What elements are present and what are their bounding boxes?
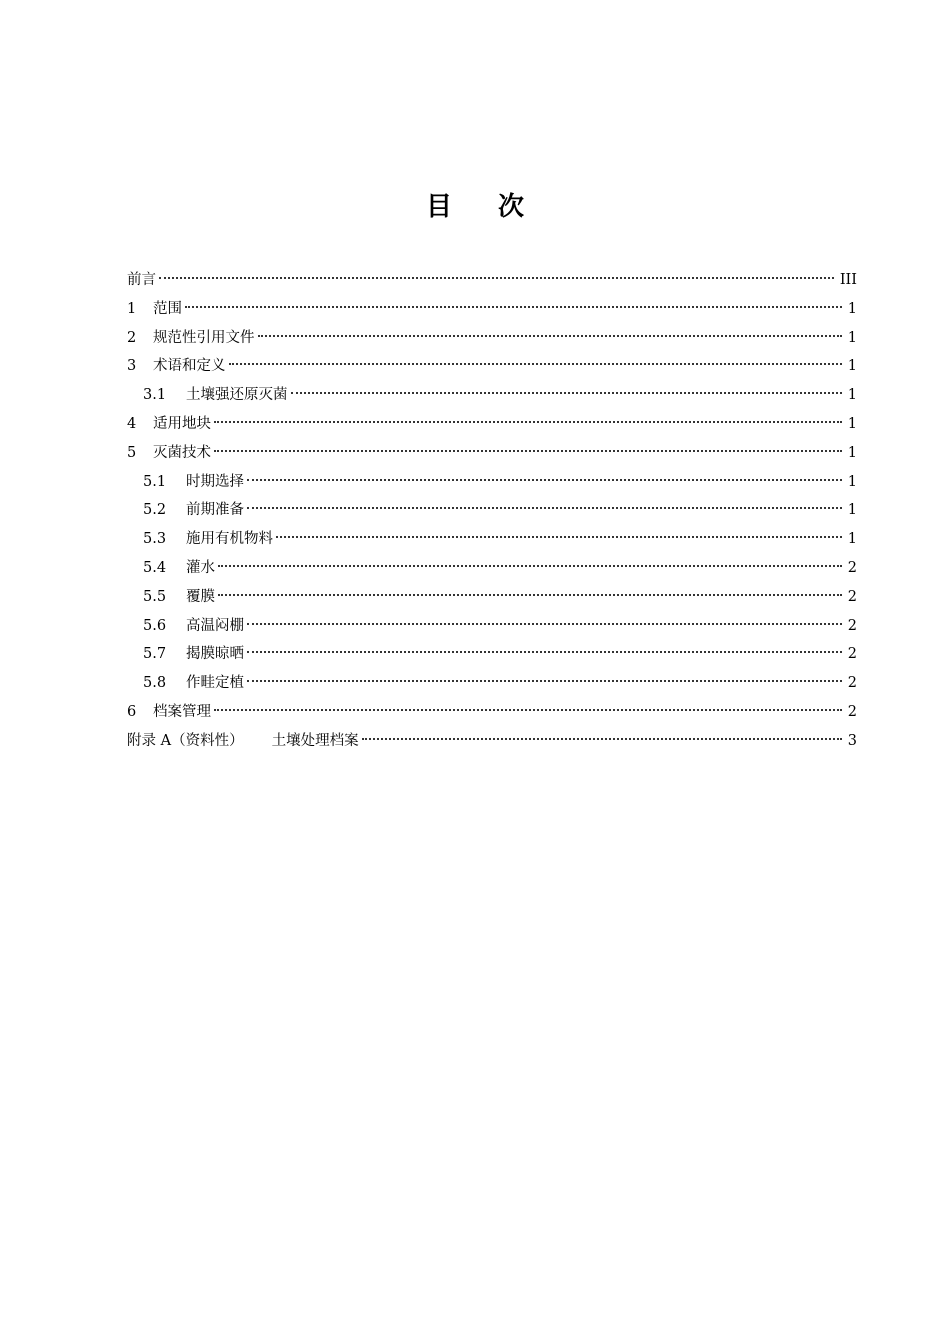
toc-number: 6	[127, 703, 137, 720]
toc-number: 3.1	[143, 387, 167, 404]
toc-label: 适用地块	[153, 415, 211, 432]
toc-label: 揭膜晾晒	[186, 646, 244, 663]
toc-page-number: 2	[847, 646, 857, 663]
dot-leader	[291, 392, 842, 394]
toc-page-number: 1	[847, 300, 857, 317]
toc-label: 作畦定植	[186, 675, 244, 692]
toc-number: 5.1	[143, 473, 167, 490]
toc-entry-5-3[interactable]	[127, 525, 857, 554]
page-title	[0, 186, 950, 223]
dot-leader	[218, 565, 842, 567]
toc-entry-5-6[interactable]	[127, 612, 857, 641]
toc-page-number: 1	[847, 387, 857, 404]
toc-page-number: 1	[847, 473, 857, 490]
toc-entry-5-7[interactable]	[127, 640, 857, 669]
toc-number: 2	[127, 329, 137, 346]
toc-label: 土壤处理档案	[271, 732, 359, 749]
toc-number: 5.5	[143, 588, 167, 605]
toc-label: 范围	[153, 300, 182, 317]
toc-page-number: 1	[847, 358, 857, 375]
toc-label: 灭菌技术	[153, 444, 211, 461]
dot-leader	[159, 277, 834, 279]
toc-page-number: 1	[847, 415, 857, 432]
toc-label: 前期准备	[186, 502, 244, 519]
toc-page-number: 2	[847, 703, 857, 720]
toc-entry-5-4[interactable]	[127, 554, 857, 583]
toc-page-number: 1	[847, 444, 857, 461]
toc-label: 高温闷棚	[186, 617, 244, 634]
toc-number: 5.2	[143, 502, 167, 519]
toc-entry-4[interactable]	[127, 410, 857, 439]
dot-leader	[214, 709, 842, 711]
toc-number: 5.6	[143, 617, 167, 634]
toc-page-number: 2	[847, 588, 857, 605]
toc-page-number: III	[839, 272, 857, 288]
title-char-1: 目	[425, 192, 452, 222]
dot-leader	[214, 421, 842, 423]
toc-number: 1	[127, 300, 137, 317]
toc-entry-5-1[interactable]	[127, 468, 857, 497]
toc-entry-5[interactable]	[127, 439, 857, 468]
toc-label: 前言	[127, 272, 156, 288]
dot-leader	[214, 450, 842, 452]
toc-entry-1[interactable]	[127, 295, 857, 324]
toc-page-number: 2	[847, 675, 857, 692]
toc-label: 灌水	[186, 559, 215, 576]
toc-entry-preface[interactable]	[127, 266, 857, 295]
toc-number: 5.8	[143, 675, 167, 692]
toc-label: 规范性引用文件	[153, 329, 255, 346]
toc-entry-5-5[interactable]	[127, 583, 857, 612]
dot-leader	[258, 335, 842, 337]
toc-entry-2[interactable]	[127, 324, 857, 353]
dot-leader	[218, 594, 842, 596]
dot-leader	[247, 623, 842, 625]
toc-number: 5.3	[143, 531, 167, 548]
toc-page-number: 1	[847, 531, 857, 548]
toc-appendix-prefix: 附录 A（资料性）	[127, 732, 244, 749]
toc-entry-5-8[interactable]	[127, 669, 857, 698]
dot-leader	[247, 479, 842, 481]
toc-label: 土壤强还原灭菌	[186, 387, 288, 404]
toc-page-number: 1	[847, 329, 857, 346]
dot-leader	[229, 363, 842, 365]
toc-label: 术语和定义	[153, 358, 226, 375]
toc-entry-3-1[interactable]	[127, 381, 857, 410]
toc-page-number: 2	[847, 559, 857, 576]
toc-label: 覆膜	[186, 588, 215, 605]
title-char-2: 次	[498, 192, 525, 222]
toc-number: 5.4	[143, 559, 167, 576]
dot-leader	[185, 306, 842, 308]
dot-leader	[247, 651, 842, 653]
dot-leader	[276, 536, 842, 538]
toc-entry-3[interactable]	[127, 352, 857, 381]
toc-label: 时期选择	[186, 473, 244, 490]
toc-number: 5.7	[143, 646, 167, 663]
toc-label: 施用有机物料	[186, 531, 273, 548]
toc-page-number: 3	[847, 732, 857, 749]
toc-page-number: 2	[847, 617, 857, 634]
toc-number: 5	[127, 444, 137, 461]
toc-number: 4	[127, 415, 137, 432]
toc-entry-5-2[interactable]	[127, 496, 857, 525]
dot-leader	[362, 738, 842, 740]
toc-number: 3	[127, 358, 137, 375]
toc-entry-6[interactable]	[127, 698, 857, 727]
dot-leader	[247, 680, 842, 682]
dot-leader	[247, 507, 842, 509]
toc-label: 档案管理	[153, 703, 211, 720]
table-of-contents	[127, 266, 857, 756]
toc-page-number: 1	[847, 502, 857, 519]
toc-entry-appendix-a[interactable]	[127, 727, 857, 756]
